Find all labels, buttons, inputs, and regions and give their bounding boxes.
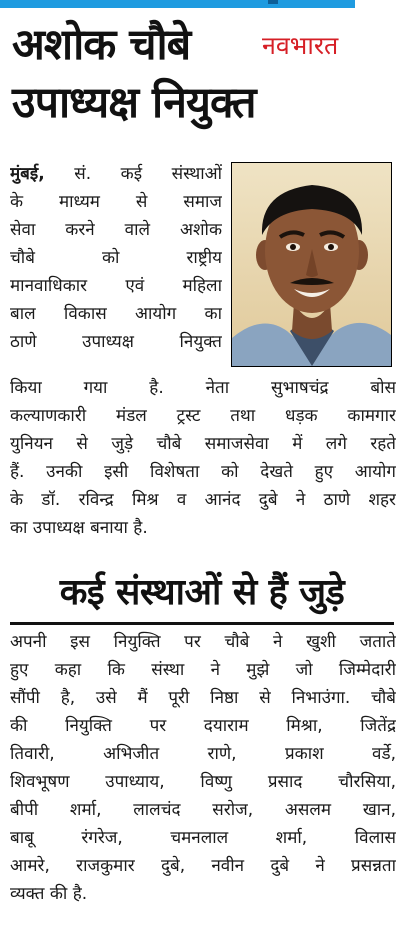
- top-color-bar: [0, 0, 404, 8]
- sub-heading: कई संस्थाओं से हैं जुड़े: [59, 572, 345, 613]
- article-line: युनियन से जुड़े चौबे समाजसेवा में लगे रहते: [10, 434, 396, 454]
- article-line: सेवा करने वाले अशोक: [10, 220, 222, 240]
- article-line: सौंपी है, उसे मैं पूरी निष्ठा से निभाउंगा. चौबे: [10, 688, 396, 708]
- top-blue-band: [0, 0, 355, 8]
- article-line: ठाणे उपाध्यक्ष नियुक्त: [10, 332, 222, 352]
- portrait-photo: [231, 162, 392, 367]
- article-line: का उपाध्यक्ष बनाया है.: [10, 518, 148, 538]
- dateline: मुंबई,: [10, 164, 45, 184]
- headline-line-2: उपाध्यक्ष नियुक्त: [12, 78, 256, 128]
- article-column-top: [10, 160, 222, 356]
- article-line: बीपी शर्मा, लालचंद सरोज, असलम खान,: [10, 800, 396, 820]
- top-band-tick: [268, 0, 278, 4]
- article-line: तिवारी, अभिजीत राणे, प्रकाश वर्डे,: [10, 744, 396, 764]
- article-line: चौबे को राष्ट्रीय: [10, 248, 222, 268]
- sub-heading-rule: [10, 622, 394, 625]
- article-line: बाबू रंगरेज, चमनलाल शर्मा, विलास: [10, 828, 396, 848]
- article-paragraph-2: [10, 628, 396, 908]
- article-line: आमरे, राजकुमार दुबे, नवीन दुबे ने प्रसन्नता: [10, 856, 396, 876]
- article-line: शिवभूषण उपाध्याय, विष्णु प्रसाद चौरसिया,: [10, 772, 396, 792]
- article-line: अपनी इस नियुक्ति पर चौबे ने खुशी जताते: [10, 632, 396, 652]
- article-line: किया गया है. नेता सुभाषचंद्र बोस: [10, 378, 396, 398]
- article-line: मानवाधिकार एवं महिला: [10, 276, 222, 296]
- portrait-illustration: [232, 163, 391, 366]
- article-line: हुए कहा कि संस्था ने मुझे जो जिम्मेदारी: [10, 660, 396, 680]
- article-line: की नियुक्ति पर दयाराम मिश्रा, जितेंद्र: [10, 716, 396, 736]
- headline-line-1: अशोक चौबे: [12, 20, 191, 70]
- article-line: के माध्यम से समाज: [10, 192, 222, 212]
- article-line: कल्याणकारी मंडल ट्रस्ट तथा धड़क कामगार: [10, 406, 396, 426]
- article-line: के डॉ. रविन्द्र मिश्र व आनंद दुबे ने ठाणे शहर: [10, 490, 396, 510]
- source-label: नवभारत: [262, 31, 339, 60]
- article-line: बाल विकास आयोग का: [10, 304, 222, 324]
- article-line: व्यक्त की है.: [10, 884, 88, 904]
- article-paragraph-1-continued: [10, 374, 396, 542]
- article-line: हैं. उनकी इसी विशेषता को देखते हुए आयोग: [10, 462, 396, 482]
- article-line: [10, 160, 222, 188]
- article-line-text: सं. कई संस्थाओं: [44, 164, 222, 184]
